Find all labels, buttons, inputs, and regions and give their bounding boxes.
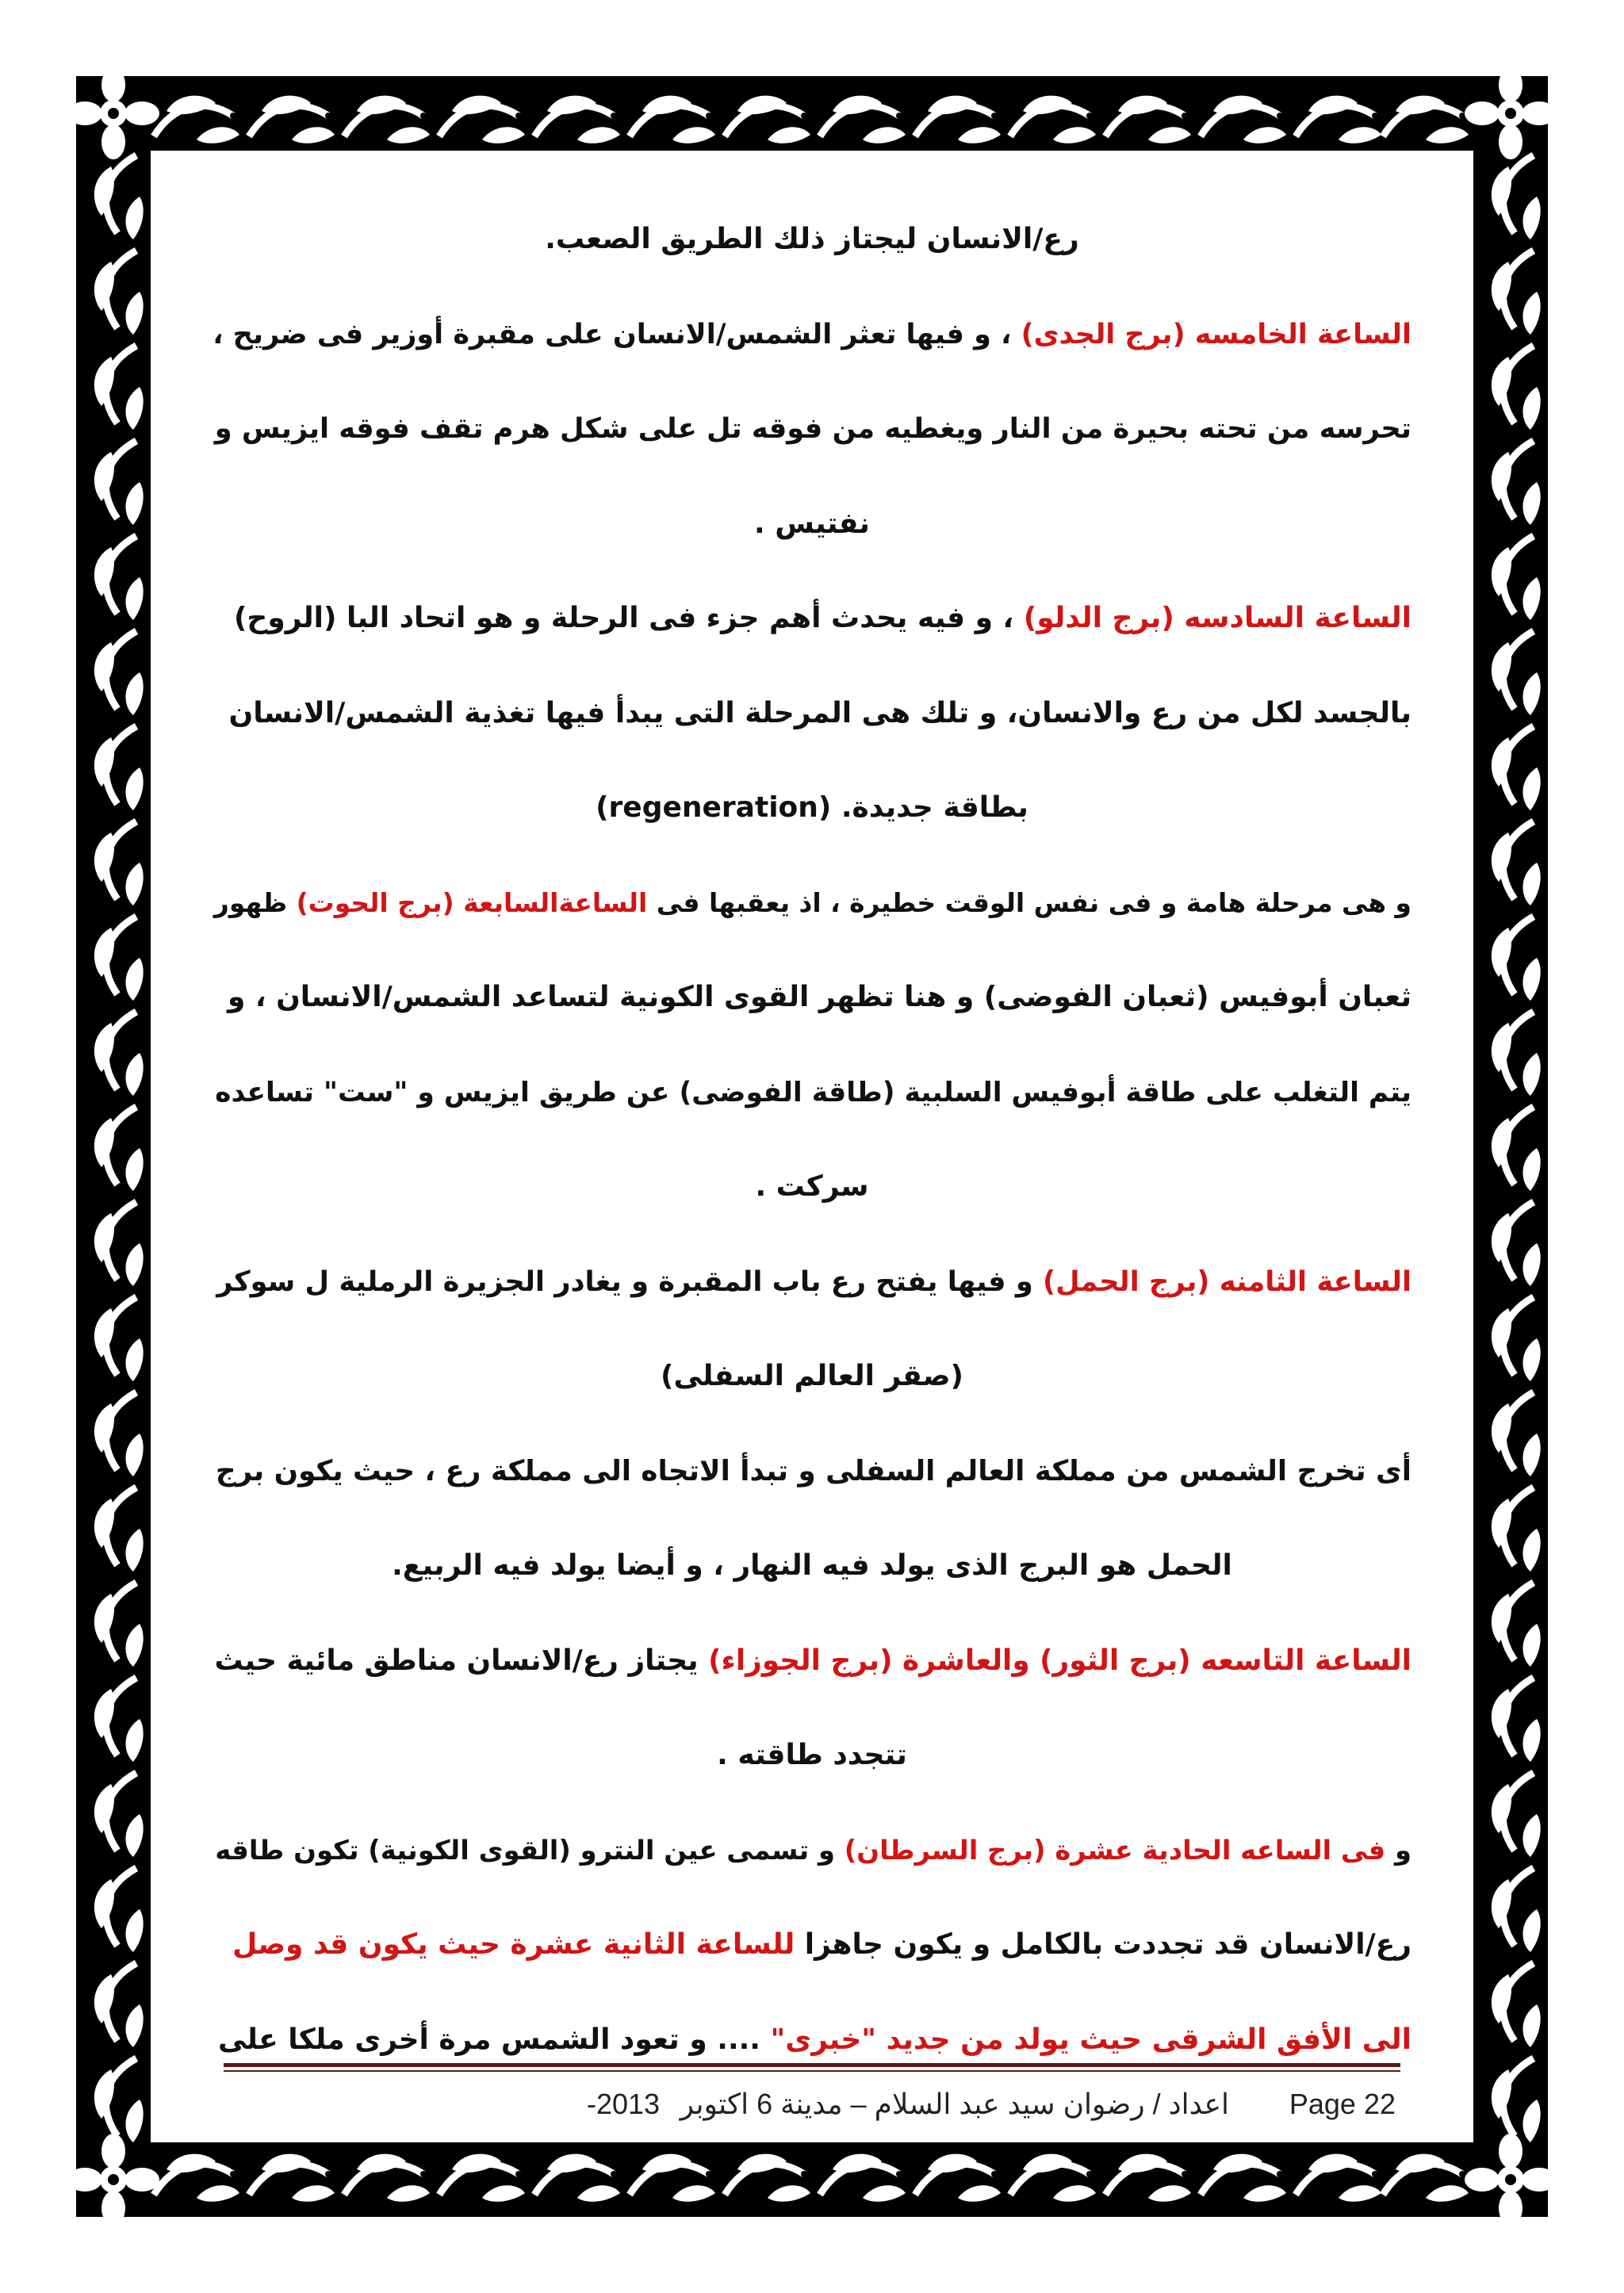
- body-text: بطاقة جديدة. (regeneration): [596, 791, 1028, 824]
- body-text: يتم التغلب على طاقة أبوفيس السلبية (طاقة الفوضى) عن طريق ايزيس و "ست" تساعده: [215, 1076, 1411, 1108]
- footer-divider-thin: [224, 2070, 1400, 2072]
- text-line: [213, 974, 1411, 1021]
- highlight-text: الساعة التاسعه (برج الثور) والعاشرة (برج الجوزاء): [708, 1644, 1411, 1677]
- text-line: [213, 1258, 1411, 1306]
- author-credit: اعداد / رضوان سيد عبد السلام – مدينة 6 اكتوبر: [680, 2088, 1229, 2120]
- body-text: ، و فيه يحدث أهم جزء فى الرحلة و هو اتحاد البا (الروح): [233, 602, 1024, 634]
- text-line: [213, 1542, 1411, 1590]
- body-text: سركت .: [755, 1170, 869, 1203]
- text-line: [213, 1163, 1411, 1211]
- body-text: و هى مرحلة هامة و فى نفس الوقت خطيرة ، اذ يعقبها فى: [647, 886, 1411, 918]
- highlight-text: للساعة الثانية عشرة حيث يكون قد وصل: [232, 1928, 795, 1961]
- highlight-text: الساعة الخامسه (برج الجدى): [1021, 318, 1411, 350]
- body-text: و تسمى عين النترو (القوى الكونية) تكون طاقه: [215, 1834, 845, 1866]
- body-text: أى تخرج الشمس من مملكة العالم السفلى و تبدأ الاتجاه الى مملكة رع ، حيث يكون برج: [215, 1454, 1411, 1487]
- text-line: [213, 1827, 1411, 1874]
- text-line: [213, 595, 1411, 642]
- body-text: و فيها يفتح رع باب المقبرة و يغادر الجزيرة الرملية ل سوكر: [216, 1265, 1043, 1298]
- body-text: ثعبان أبوفيس (ثعبان الفوضى) و هنا تظهر القوى الكونية لتساعد الشمس/الانسان ، و: [227, 981, 1411, 1013]
- text-line: [213, 879, 1411, 927]
- highlight-text: الى الأفق الشرقى حيث يولد من جديد "خبرى": [770, 2023, 1411, 2056]
- text-line: [213, 1069, 1411, 1116]
- body-text: بالجسد لكل من رع والانسان، و تلك هى المرحلة التى يبدأ فيها تغذية الشمس/الانسان: [228, 696, 1411, 729]
- page-body: [213, 198, 1411, 2056]
- text-line: [213, 216, 1411, 263]
- text-line: [213, 405, 1411, 453]
- page-number: Page 22: [1289, 2088, 1396, 2120]
- highlight-text: الساعة السادسه (برج الدلو): [1023, 602, 1411, 634]
- text-line: [213, 1353, 1411, 1400]
- body-text: الحمل هو البرج الذى يولد فيه النهار ، و أيضا يولد فيه الربيع.: [392, 1549, 1232, 1582]
- body-text: تتجدد طاقته .: [717, 1739, 907, 1771]
- text-line: [213, 2016, 1411, 2064]
- body-text: (صقر العالم السفلى): [660, 1360, 964, 1392]
- body-text: و: [1385, 1834, 1411, 1866]
- body-text: تحرسه من تحته بحيرة من النار ويغطيه من فوقه تل على شكل هرم تقف فوقه ايزيس و: [214, 412, 1411, 445]
- text-line: [213, 1637, 1411, 1685]
- highlight-text: الساعة الثامنه (برج الحمل): [1042, 1265, 1411, 1298]
- year-label: -2013: [587, 2088, 661, 2120]
- text-line: [213, 1921, 1411, 1969]
- highlight-text: الساعةالسابعة (برج الحوت): [296, 886, 648, 918]
- body-text: يجتاز رع/الانسان مناطق مائية حيث: [214, 1644, 709, 1677]
- page-footer: [238, 2081, 1396, 2132]
- text-line: [213, 784, 1411, 832]
- text-line: [213, 311, 1411, 358]
- body-text: رع/الانسان ليجتاز ذلك الطريق الصعب.: [545, 223, 1079, 255]
- footer-divider: [224, 2063, 1400, 2067]
- text-line: [213, 1448, 1411, 1495]
- text-line: [213, 500, 1411, 548]
- body-text: ظهور: [213, 886, 297, 918]
- body-text: .... و تعود الشمس مرة أخرى ملكا على: [218, 2023, 771, 2056]
- body-text: نفتيس .: [754, 507, 870, 540]
- highlight-text: فى الساعه الحادية عشرة (برج السرطان): [844, 1834, 1386, 1866]
- text-line: [213, 690, 1411, 737]
- body-text: رع/الانسان قد تجددت بالكامل و يكون جاهزا: [795, 1928, 1411, 1961]
- body-text: ، و فيها تعثر الشمس/الانسان على مقبرة أوزير فى ضريح ،: [213, 318, 1021, 350]
- text-line: [213, 1732, 1411, 1779]
